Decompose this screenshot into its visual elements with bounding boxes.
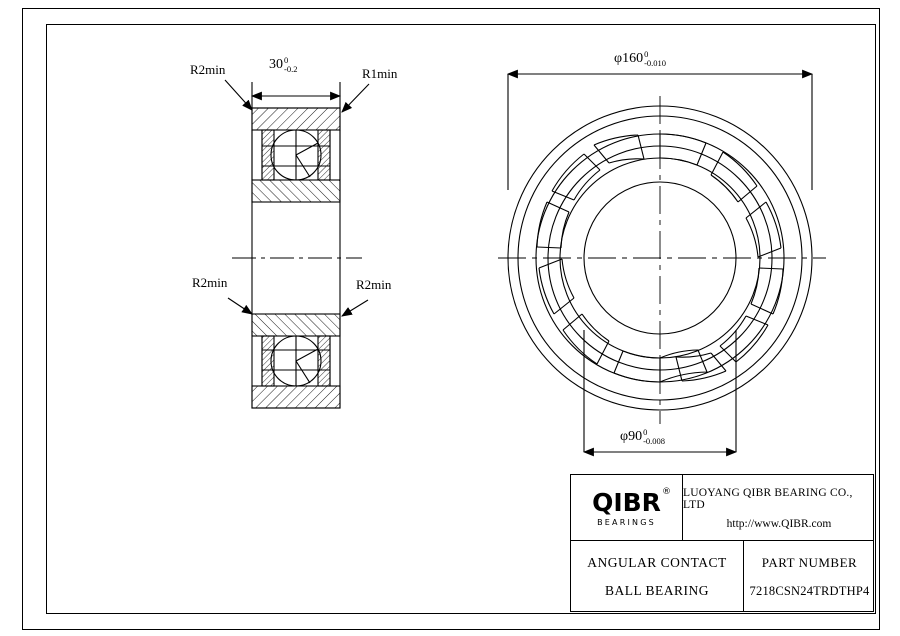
part-number-label: PART NUMBER <box>761 554 858 570</box>
title-block-top-row <box>571 475 873 541</box>
part-number-block <box>744 541 875 612</box>
dimension-od-value: 160 <box>622 51 644 67</box>
company-info <box>683 475 875 541</box>
dimension-bore-tol-lower: -0.008 <box>643 435 666 446</box>
dimension-bore-diameter <box>620 428 665 446</box>
dimension-width-tol-upper: 0 <box>284 55 289 65</box>
dimension-bore-symbol: φ <box>620 429 629 445</box>
logo-text: QIBR <box>592 487 661 517</box>
dimension-width <box>269 56 297 74</box>
dimension-width-tol-lower: -0.2 <box>284 63 298 74</box>
company-website: http://www.QIBR.com <box>726 517 832 530</box>
logo-subtitle: BEARINGS <box>597 517 656 527</box>
dimension-od-tol-lower: -0.010 <box>644 57 667 68</box>
label-r1min-top-right: R1min <box>362 66 398 81</box>
registered-trademark-icon: ® <box>661 486 671 497</box>
company-logo <box>571 475 683 541</box>
company-name: LUOYANG QIBR BEARING CO., LTD <box>683 486 853 511</box>
label-r2min-bottom-right: R2min <box>356 277 392 292</box>
logo-wordmark <box>592 486 671 517</box>
part-number-value: 7218CSN24TRDTHP4 <box>749 583 870 598</box>
title-block <box>570 474 874 612</box>
dimension-outer-diameter <box>614 50 666 68</box>
product-description-line2: BALL BEARING <box>604 582 710 598</box>
label-r2min-top-left: R2min <box>190 62 226 77</box>
dimension-od-tol-upper: 0 <box>644 49 649 59</box>
label-r2min-bottom-left: R2min <box>192 275 228 290</box>
dimension-bore-value: 90 <box>628 429 643 445</box>
title-block-bottom-row <box>571 541 873 612</box>
product-description-line1: ANGULAR CONTACT <box>587 554 727 570</box>
dimension-width-value: 30 <box>269 57 283 73</box>
dimension-bore-tol-upper: 0 <box>643 427 648 437</box>
dimension-od-symbol: φ <box>614 51 623 67</box>
product-description <box>571 541 744 612</box>
